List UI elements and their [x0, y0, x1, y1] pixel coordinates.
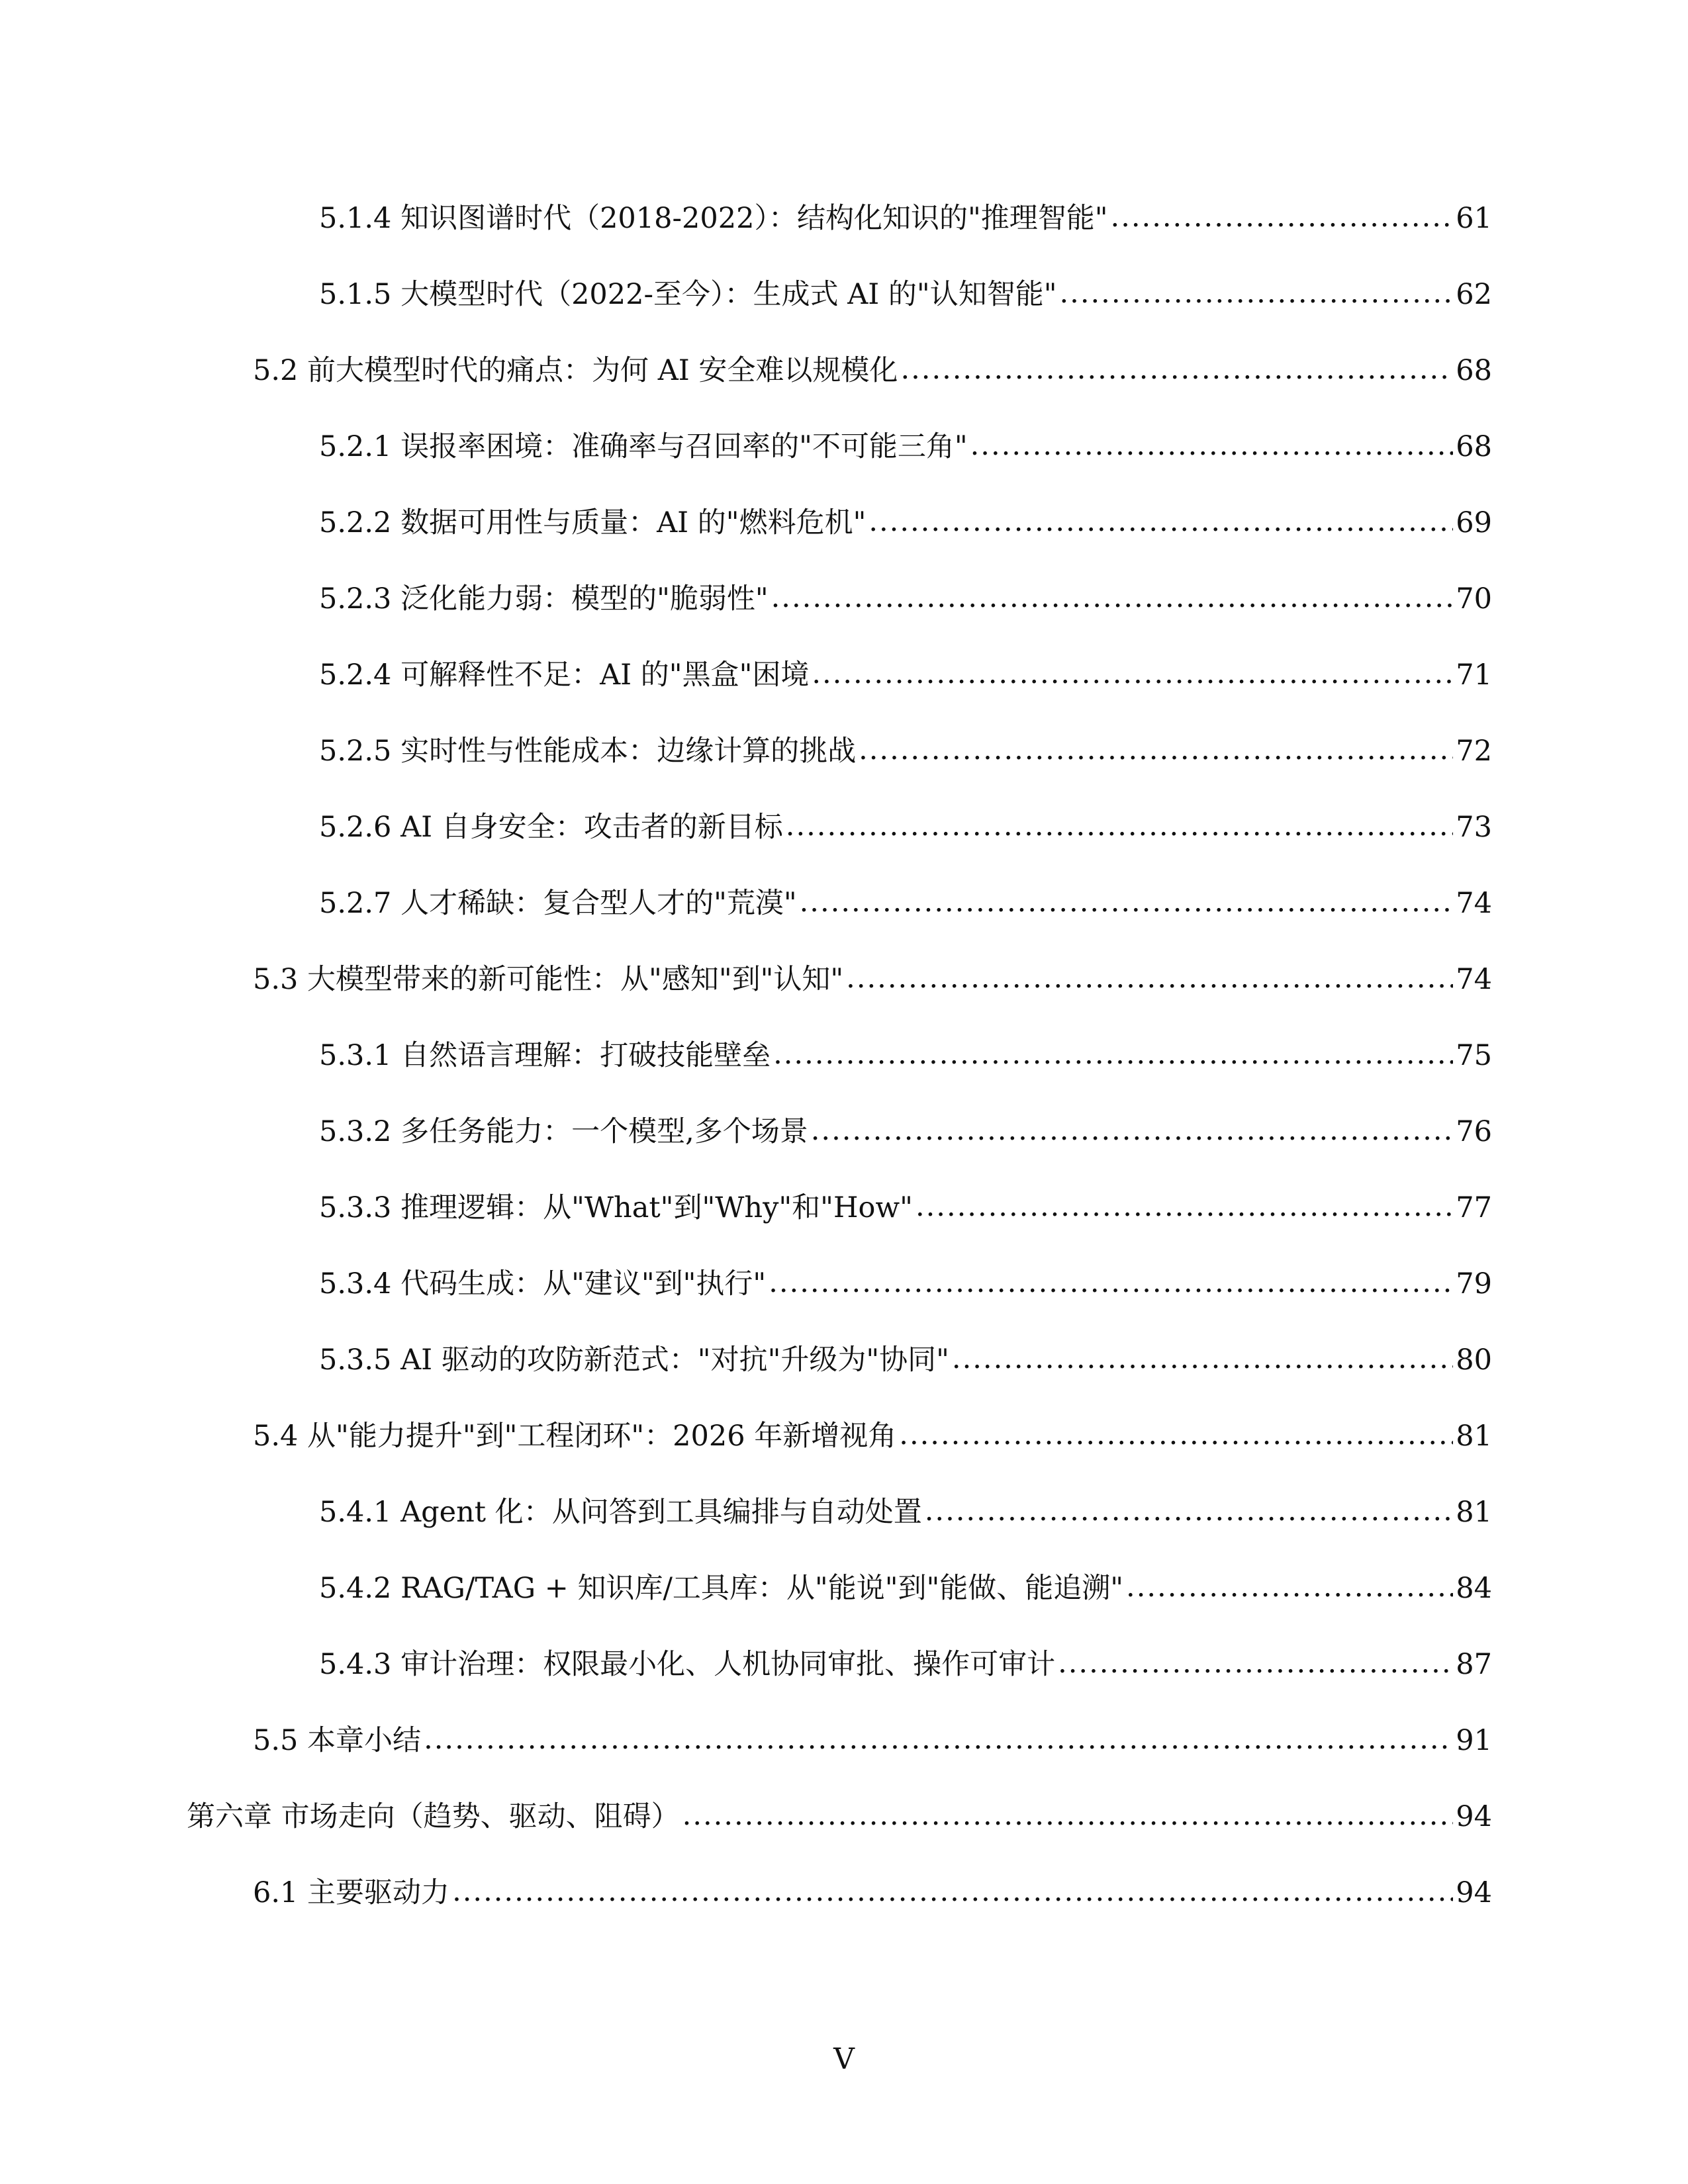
toc-entry[interactable] [319, 731, 1492, 771]
toc-entry-title: 6.1 主要驱动力 [253, 1876, 450, 1909]
toc-entry[interactable] [319, 503, 1492, 543]
toc-dot-leader [786, 806, 1453, 846]
toc-dot-leader [868, 502, 1453, 541]
toc-entry-title: 5.1.4 知识图谱时代（2018-2022）：结构化知识的"推理智能" [319, 202, 1108, 235]
toc-entry[interactable] [319, 275, 1492, 314]
toc-entry-page: 84 [1456, 1572, 1492, 1605]
toc-entry-page: 74 [1456, 963, 1492, 996]
toc-entry-title: 5.3.4 代码生成：从"建议"到"执行" [319, 1267, 767, 1300]
toc-entry[interactable] [319, 199, 1492, 238]
toc-entry-title: 5.4.2 RAG/TAG + 知识库/工具库：从"能说"到"能做、能追溯" [319, 1572, 1124, 1605]
toc-dot-leader [811, 1111, 1454, 1150]
toc-entry-page: 62 [1456, 278, 1492, 311]
toc-entry-page: 81 [1456, 1420, 1492, 1453]
toc-entry-title: 5.2.6 AI 自身安全：攻击者的新目标 [319, 811, 783, 844]
toc-entry-page: 91 [1456, 1724, 1492, 1757]
toc-entry-title: 5.2.4 可解释性不足：AI 的"黑盒"困境 [319, 659, 810, 692]
toc-dot-leader [1126, 1567, 1453, 1607]
toc-dot-leader [925, 1491, 1454, 1531]
toc-dot-leader [915, 1187, 1453, 1226]
toc-dot-leader [970, 426, 1454, 465]
toc-entry-page: 94 [1456, 1800, 1492, 1833]
toc-entry-page: 71 [1456, 659, 1492, 692]
toc-entry-title: 5.4.3 审计治理：权限最小化、人机协同审批、操作可审计 [319, 1648, 1056, 1681]
toc-entry-page: 61 [1456, 202, 1492, 235]
toc-entry-title: 第六章 市场走向（趋势、驱动、阻碍） [187, 1800, 680, 1833]
toc-entry-title: 5.5 本章小结 [253, 1724, 422, 1757]
toc-entry[interactable] [253, 1721, 1492, 1760]
toc-dot-leader [846, 958, 1453, 998]
toc-entry[interactable] [319, 1264, 1492, 1304]
toc-entry-page: 70 [1456, 582, 1492, 615]
toc-dot-leader [900, 349, 1453, 389]
toc-entry[interactable] [319, 1036, 1492, 1075]
toc-entry-title: 5.3.3 推理逻辑：从"What"到"Why"和"How" [319, 1191, 913, 1224]
toc-dot-leader [812, 654, 1453, 694]
toc-entry-title: 5.4 从"能力提升"到"工程闭环"：2026 年新增视角 [253, 1420, 897, 1453]
toc-entry-page: 68 [1456, 354, 1492, 387]
toc-entry-title: 5.2 前大模型时代的痛点：为何 AI 安全难以规模化 [253, 354, 898, 387]
toc-dot-leader [682, 1796, 1454, 1835]
toc-entry-page: 81 [1456, 1496, 1492, 1529]
toc-entry[interactable] [253, 351, 1492, 390]
toc-entry-page: 79 [1456, 1267, 1492, 1300]
toc-entry-page: 73 [1456, 811, 1492, 844]
toc-entry-title: 5.4.1 Agent 化：从问答到工具编排与自动处置 [319, 1496, 922, 1529]
toc-entry-page: 74 [1456, 887, 1492, 920]
toc-entry-title: 5.3.5 AI 驱动的攻防新范式："对抗"升级为"协同" [319, 1343, 949, 1377]
toc-entry[interactable] [319, 655, 1492, 695]
toc-entry-page: 77 [1456, 1191, 1492, 1224]
toc-dot-leader [424, 1719, 1453, 1759]
toc-entry-title: 5.2.7 人才稀缺：复合型人才的"荒漠" [319, 887, 797, 920]
toc-dot-leader [1058, 1643, 1453, 1683]
toc-entry-title: 5.3.2 多任务能力：一个模型,多个场景 [319, 1115, 808, 1148]
toc-entry[interactable] [319, 1492, 1492, 1532]
toc-entry-title: 5.1.5 大模型时代（2022-至今）：生成式 AI 的"认知智能" [319, 278, 1057, 311]
toc-entry-title: 5.2.5 实时性与性能成本：边缘计算的挑战 [319, 735, 857, 768]
toc-dot-leader [769, 1263, 1453, 1302]
toc-dot-leader [800, 882, 1454, 922]
toc-entry[interactable] [319, 1569, 1492, 1608]
toc-entry[interactable] [319, 1340, 1492, 1380]
toc-entry-page: 76 [1456, 1115, 1492, 1148]
toc-entry-page: 75 [1456, 1039, 1492, 1072]
page-number: V [833, 2042, 855, 2076]
toc-entry-page: 72 [1456, 735, 1492, 768]
toc-entry[interactable] [319, 1645, 1492, 1684]
toc-entry-page: 80 [1456, 1343, 1492, 1377]
toc-entry[interactable] [253, 1416, 1492, 1456]
toc-entry[interactable] [319, 884, 1492, 923]
toc-entry-title: 5.2.2 数据可用性与质量：AI 的"燃料危机" [319, 506, 867, 539]
toc-entry[interactable] [319, 427, 1492, 467]
toc-entry-page: 68 [1456, 430, 1492, 463]
toc-dot-leader [1059, 273, 1453, 313]
toc-entry-title: 5.2.1 误报率困境：准确率与召回率的"不可能三角" [319, 430, 968, 463]
toc-entry-page: 94 [1456, 1876, 1492, 1909]
toc-entry[interactable] [319, 1188, 1492, 1228]
toc-entry[interactable] [319, 1112, 1492, 1152]
toc-dot-leader [771, 578, 1454, 617]
toc-entry[interactable] [319, 579, 1492, 619]
toc-entry-title: 5.2.3 泛化能力弱：模型的"脆弱性" [319, 582, 769, 615]
toc-entry[interactable] [253, 1873, 1492, 1913]
toc-entry[interactable] [253, 960, 1492, 999]
toc-entry[interactable] [187, 1797, 1492, 1837]
toc-entry-title: 5.3 大模型带来的新可能性：从"感知"到"认知" [253, 963, 844, 996]
toc-dot-leader [452, 1872, 1453, 1911]
toc-dot-leader [859, 730, 1453, 770]
toc-entry[interactable] [319, 807, 1492, 847]
toc-dot-leader [1111, 197, 1454, 237]
toc-dot-leader [899, 1415, 1453, 1455]
toc-entry-title: 5.3.1 自然语言理解：打破技能壁垒 [319, 1039, 771, 1072]
toc-entry-page: 87 [1456, 1648, 1492, 1681]
toc-entry-page: 69 [1456, 506, 1492, 539]
toc-dot-leader [773, 1034, 1453, 1074]
toc-dot-leader [952, 1339, 1453, 1379]
